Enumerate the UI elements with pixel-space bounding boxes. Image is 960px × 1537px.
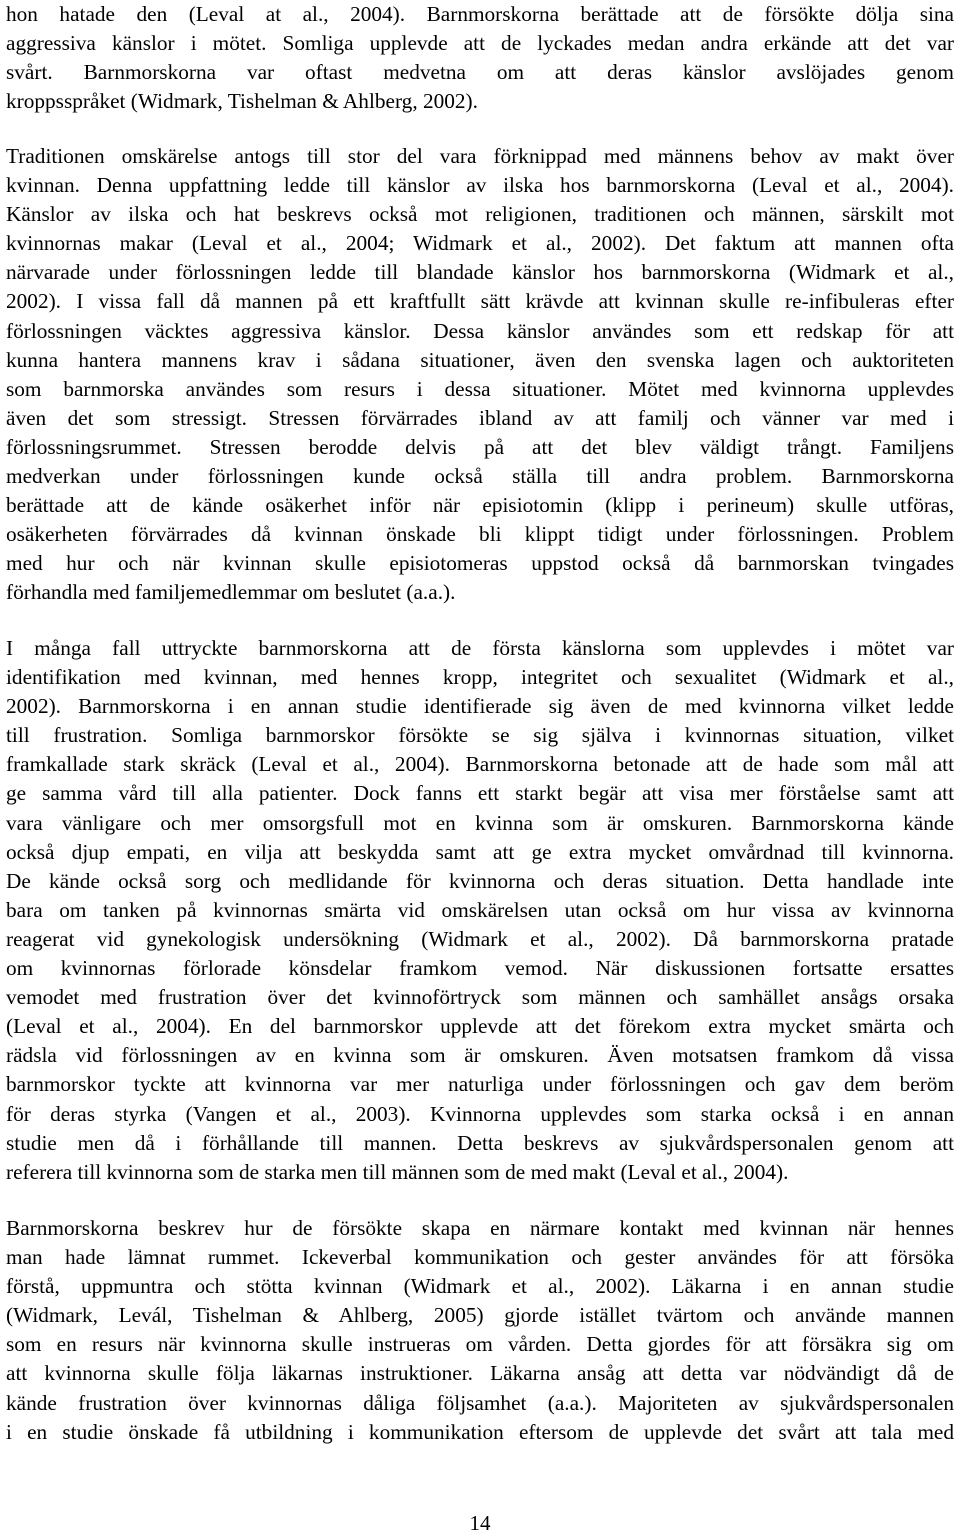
text-line: också djup empati, en vilja att beskydda samt att ge extra mycket omvårdnad till kvinnorna. — [6, 839, 954, 864]
text-line: (Leval et al., 2004). En del barnmorskor upplevde att det förekom extra mycket smärta och — [6, 1014, 954, 1039]
text-line: kvinnornas makar (Leval et al., 2004; Widmark et al., 2002). Det faktum att mannen ofta — [6, 231, 954, 256]
text-line: med hur och när kvinnan skulle episiotomeras uppstod också då barnmorskan tvingades — [6, 551, 954, 576]
text-line: barnmorskor tyckte att kvinnorna var mer naturliga under förlossningen och gav dem beröm — [6, 1072, 954, 1097]
text-line: De kände också sorg och medlidande för kvinnorna och deras situation. Detta handlade inte — [6, 868, 954, 893]
text-line: som en resurs när kvinnorna skulle instrueras om vården. Detta gjordes för att försäkra sig om — [6, 1332, 954, 1357]
text-line: förlossningsrummet. Stressen berodde delvis på att det blev väldigt trångt. Familjens — [6, 434, 954, 459]
text-line: (Widmark, Levál, Tishelman & Ahlberg, 2005) gjorde istället tvärtom och använde mannen — [6, 1303, 954, 1328]
text-line: förlossningen väcktes aggressiva känslor. Dessa känslor användes som ett redskap för att — [6, 318, 954, 343]
text-line: kroppsspråket (Widmark, Tishelman & Ahlberg, 2002). — [6, 89, 478, 114]
text-line: för deras styrka (Vangen et al., 2003). Kvinnorna upplevdes som starka också i en annan — [6, 1101, 954, 1126]
text-line: man hade lämnat rummet. Ickeverbal kommunikation och gester användes för att försöka — [6, 1245, 954, 1270]
page-number: 14 — [469, 1511, 491, 1535]
text-line: I många fall uttryckte barnmorskorna att de första känslorna som upplevdes i mötet var — [6, 636, 954, 660]
paragraph-1 — [6, 0, 954, 116]
text-line: till frustration. Somliga barnmorskor försökte se sig själva i kvinnornas situation, vilket — [6, 723, 954, 748]
text-line: reagerat vid gynekologisk undersökning (Widmark et al., 2002). Då barnmorskorna pratade — [6, 926, 954, 951]
text-line: bara om tanken på kvinnornas smärta vid omskärelsen utan också om hur vissa av kvinnorna — [6, 897, 954, 922]
text-line: referera till kvinnorna som de starka men till männen som de med makt (Leval et al., 2004). — [6, 1159, 789, 1184]
text-line: om kvinnornas förlorade könsdelar framkom vemod. När diskussionen fortsatte ersattes — [6, 956, 954, 981]
text-line: identifikation med kvinnan, med hennes kropp, integritet och sexualitet (Widmark et al., — [6, 665, 954, 690]
text-line: aggressiva känslor i mötet. Somliga upplevde att de lyckades medan andra erkände att det var — [6, 31, 954, 56]
text-line: förhandla med familjemedlemmar om beslutet (a.a.). — [6, 580, 456, 605]
text-line: Barnmorskorna beskrev hur de försökte skapa en närmare kontakt med kvinnan när hennes — [6, 1216, 954, 1240]
text-line: svårt. Barnmorskorna var oftast medvetna om att deras känslor avslöjades genom — [6, 60, 954, 85]
text-line: 2002). Barnmorskorna i en annan studie identifierade sig även de med kvinnorna vilket ledde — [6, 694, 954, 719]
text-line: osäkerheten förvärrades då kvinnan önskade bli klippt tidigt under förlossningen. Problem — [6, 522, 954, 547]
text-line: vemodet med frustration över det kvinnoförtryck som männen och samhället ansågs orsaka — [6, 985, 954, 1010]
paragraph-3 — [6, 634, 954, 1187]
text-line: berättade att de kände osäkerhet inför när episiotomin (klipp i perineum) skulle utföras, — [6, 493, 954, 518]
text-line: i en studie önskade få utbildning i kommunikation eftersom de upplevde det svårt att tala med — [6, 1419, 954, 1444]
text-line: som barnmorska användes som resurs i dessa situationer. Mötet med kvinnorna upplevdes — [6, 376, 954, 401]
text-line: kände frustration över kvinnornas dåliga följsamhet (a.a.). Majoriteten av sjukvårdspersonalen — [6, 1390, 954, 1415]
text-line: förstå, uppmuntra och stötta kvinnan (Widmark et al., 2002). Läkarna i en annan studie — [6, 1274, 954, 1299]
text-line: även det som stressigt. Stressen förvärrades ibland av att familj och vänner var med i — [6, 405, 954, 430]
text-line: rädsla vid förlossningen av en kvinna som är omskuren. Även motsatsen framkom då vissa — [6, 1043, 954, 1068]
paragraph-2 — [6, 142, 954, 608]
text-line: kunna hantera mannens krav i sådana situationer, även den svenska lagen och auktoriteten — [6, 347, 954, 372]
text-line: att kvinnorna skulle följa läkarnas instruktioner. Läkarna ansåg att detta var nödvändigt då de — [6, 1361, 954, 1386]
text-line: Traditionen omskärelse antogs till stor del vara förknippad med männens behov av makt över — [6, 144, 954, 168]
text-line: vara vänligare och mer omsorgsfull mot en kvinna som är omskuren. Barnmorskorna kände — [6, 810, 954, 835]
text-line: medverkan under förlossningen kunde också ställa till andra problem. Barnmorskorna — [6, 464, 954, 489]
text-line: 2002). I vissa fall då mannen på ett kraftfullt sätt krävde att kvinnan skulle re-infibuleras efter — [6, 289, 954, 314]
text-line: Känslor av ilska och hat beskrevs också mot religionen, traditionen och männen, särskilt mot — [6, 202, 954, 227]
text-line: kvinnan. Denna uppfattning ledde till känslor av ilska hos barnmorskorna (Leval et al., 2004). — [6, 173, 954, 198]
text-line: framkallade stark skräck (Leval et al., 2004). Barnmorskorna betonade att de hade som mål att — [6, 752, 954, 777]
paragraph-4 — [6, 1214, 954, 1447]
text-line: ge samma vård till alla patienter. Dock fanns ett starkt begär att visa mer förståelse samt att — [6, 781, 954, 806]
text-line: studie men då i förhållande till mannen. Detta beskrevs av sjukvårdspersonalen genom att — [6, 1130, 954, 1155]
text-line: närvarade under förlossningen ledde till blandade känslor hos barnmorskorna (Widmark et al., — [6, 260, 954, 285]
text-line: hon hatade den (Leval at al., 2004). Barnmorskorna berättade att de försökte dölja sina — [6, 2, 954, 26]
